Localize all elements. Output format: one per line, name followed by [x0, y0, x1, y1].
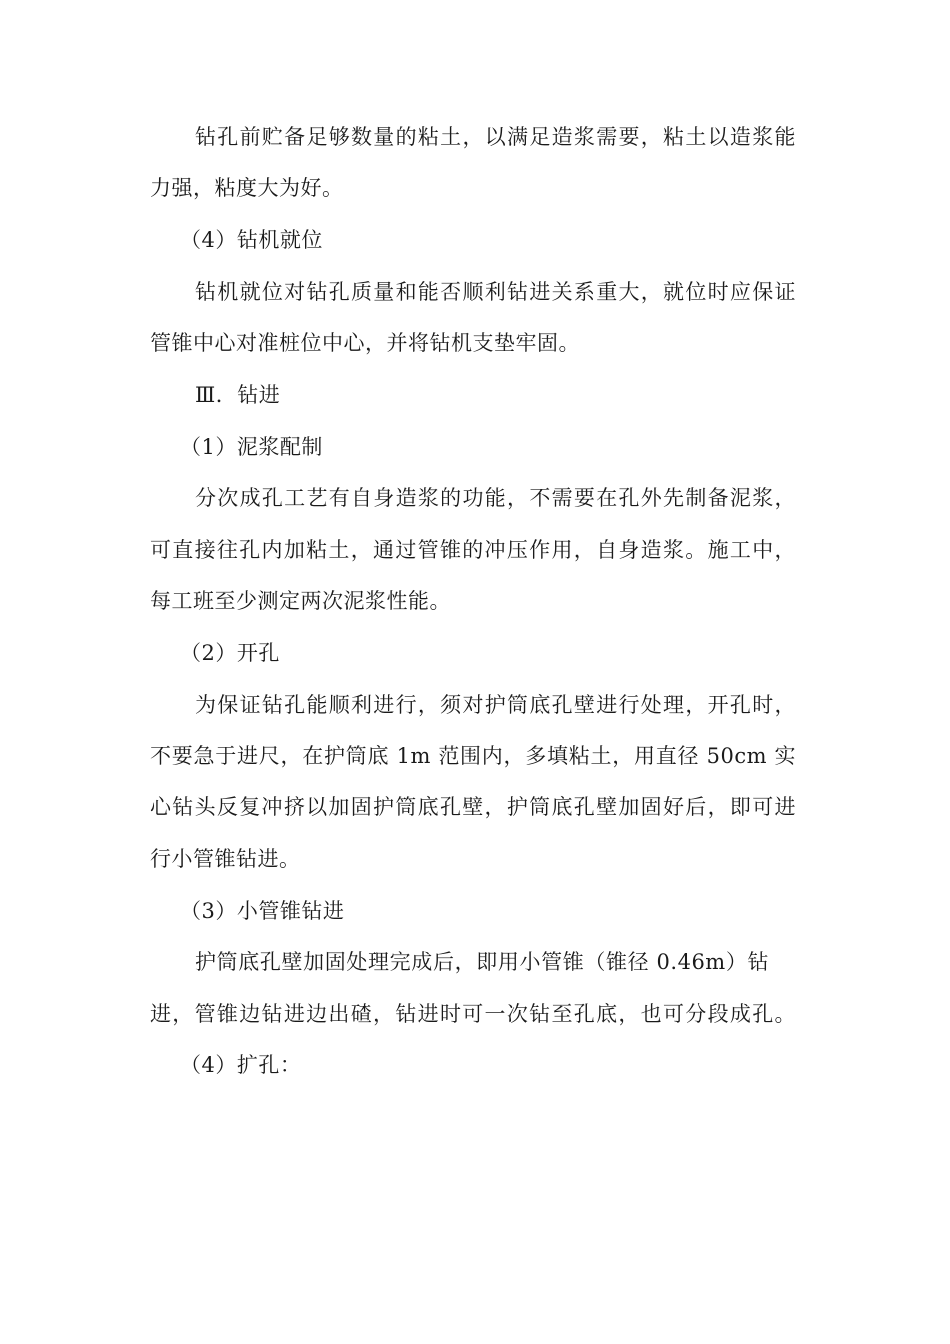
paragraph-line: 管锥中心对准桩位中心，并将钻机支垫牢固。 — [150, 331, 580, 355]
section-heading: （2）开孔 — [180, 641, 280, 665]
section-heading: Ⅲ．钻进 — [195, 383, 281, 407]
paragraph-line: 力强，粘度大为好。 — [150, 176, 344, 200]
section-heading: （4）钻机就位 — [180, 228, 323, 252]
paragraph-line: 钻孔前贮备足够数量的粘土，以满足造浆需要，粘土以造浆能 — [195, 125, 796, 149]
paragraph-line: 护筒底孔壁加固处理完成后，即用小管锥（锥径 0.46m）钻 — [195, 950, 769, 974]
paragraph-line: 分次成孔工艺有自身造浆的功能，不需要在孔外先制备泥浆， — [195, 486, 796, 510]
section-heading: （3）小管锥钻进 — [180, 899, 345, 923]
section-heading: （1）泥浆配制 — [180, 435, 323, 459]
section-heading: （4）扩孔： — [180, 1053, 302, 1077]
paragraph-line: 不要急于进尺，在护筒底 1m 范围内，多填粘土，用直径 50cm 实 — [150, 744, 796, 768]
paragraph-line: 每工班至少测定两次泥浆性能。 — [150, 589, 451, 613]
paragraph-line: 进，管锥边钻进边出碴，钻进时可一次钻至孔底，也可分段成孔。 — [150, 1002, 796, 1026]
paragraph-line: 钻机就位对钻孔质量和能否顺利钻进关系重大，就位时应保证 — [195, 280, 796, 304]
paragraph-line: 心钻头反复冲挤以加固护筒底孔壁，护筒底孔壁加固好后，即可进 — [150, 795, 796, 819]
paragraph-line: 行小管锥钻进。 — [150, 847, 301, 871]
paragraph-line: 为保证钻孔能顺利进行，须对护筒底孔壁进行处理，开孔时， — [195, 693, 796, 717]
paragraph-line: 可直接往孔内加粘土，通过管锥的冲压作用，自身造浆。施工中， — [150, 538, 796, 562]
